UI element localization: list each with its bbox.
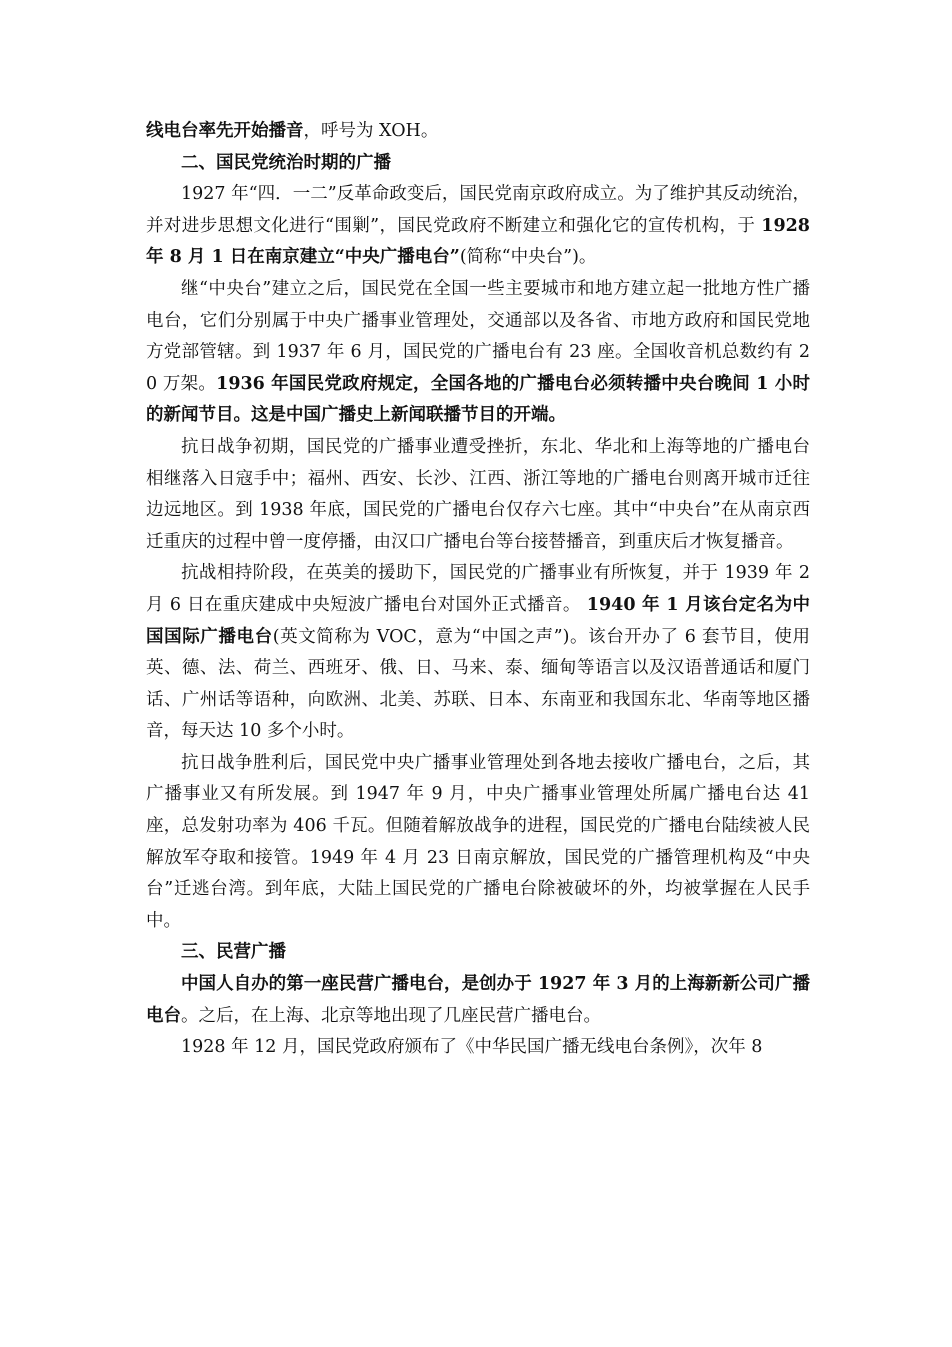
section-heading-2: 二、国民党统治时期的广播 (181, 152, 391, 173)
paragraph-war-stalemate (146, 558, 810, 748)
paragraph-post-war: 抗日战争胜利后，国民党中央广播事业管理处到各地去接收广播电台，之后，其广播事业又有所发展。到 1947 年 9 月，中央广播事业管理处所属广播电台达 41 座，总发射功率为 406 千瓦。但随着解放战争的进程，国民党的广播电台陆续被人民解放军夺取和接管。1949 年 4 月 23 日南京解放，国民党的广播管理机构及“中央台”迁逃台湾。到年底，大陆上国民党的广播电台除被破坏的外，均被掌握在人民手中。 (146, 752, 810, 931)
paragraph-text: ，呼号为 XOH。 (303, 121, 439, 141)
bold-text: 线电台率先开始播音 (146, 121, 304, 141)
paragraph-text: (简称“中央台”)。 (459, 247, 597, 268)
paragraph-1927 (146, 179, 810, 274)
paragraph-text: 继“中央台”建立之后，国民党在全国一些主要城市和地方建立起一批地方性广播电台，它们分别属于中央广播事业管理处，交通部以及各省、市地方政府和国民党地方党部管辖。到 1937 年 6 月，国民党的广播电台有 23 座。全国收音机总数约有 20 万架。 (146, 278, 810, 394)
bold-text: 1936 年国民党政府规定，全国各地的广播电台必须转播中央台晚间 1 小时的新闻节目。这是中国广播史上新闻联播节目的开端。 (146, 373, 810, 426)
paragraph-text: (英文简称为 VOC，意为“中国之声”)。该台开办了 6 套节目，使用英、德、法、荷兰、西班牙、俄、日、马来、泰、缅甸等语言以及汉语普通话和厦门话、广州话等语种，向欧洲、北美、苏联、日本、东南亚和我国东北、华南等地区播音，每天达 10 多个小时。 (146, 626, 811, 742)
bold-text: 中国人自办的第一座民营广播电台，是创办于 1927 年 3 月的上海新新公司广播电台 (146, 974, 810, 1026)
bold-text: 1928 年 8 月 1 日在南京建立“中央广播电台” (146, 215, 810, 268)
paragraph-text: 1927 年“四．一二”反革命政变后，国民党南京政府成立。为了维护其反动统治，并对进步思想文化进行“围剿”，国民党政府不断建立和强化它的宣传机构，于 (146, 184, 810, 236)
paragraph-war-early: 抗日战争初期，国民党的广播事业遭受挫折，东北、华北和上海等地的广播电台相继落入日寇手中；福州、西安、长沙、江西、浙江等地的广播电台则离开城市迁往边远地区。到 1938 年底，国民党的广播电台仅存六七座。其中“中央台”在从南京西迁重庆的过程中曾一度停播，由汉口广播电台等台接替播音，到重庆后才恢复播音。 (146, 436, 810, 552)
paragraph-private-first (146, 969, 810, 1032)
bold-text: 1940 年 1 月该台定名为中国国际广播电台 (146, 594, 810, 647)
paragraph-local-stations (146, 274, 810, 432)
paragraph-1928-regulation: 1928 年 12 月，国民党政府颁布了《中华民国广播无线电台条例》，次年 8 (181, 1037, 763, 1058)
paragraph-continuation (146, 116, 810, 148)
paragraph-text: 抗战相持阶段，在英美的援助下，国民党的广播事业有所恢复，并于 1939 年 2 月 6 日在重庆建成中央短波广播电台对国外正式播音。 (146, 563, 810, 615)
paragraph-text: 。之后，在上海、北京等地出现了几座民营广播电台。 (181, 1005, 601, 1026)
document-body (146, 116, 810, 1064)
section-heading-3: 三、民营广播 (181, 942, 286, 963)
